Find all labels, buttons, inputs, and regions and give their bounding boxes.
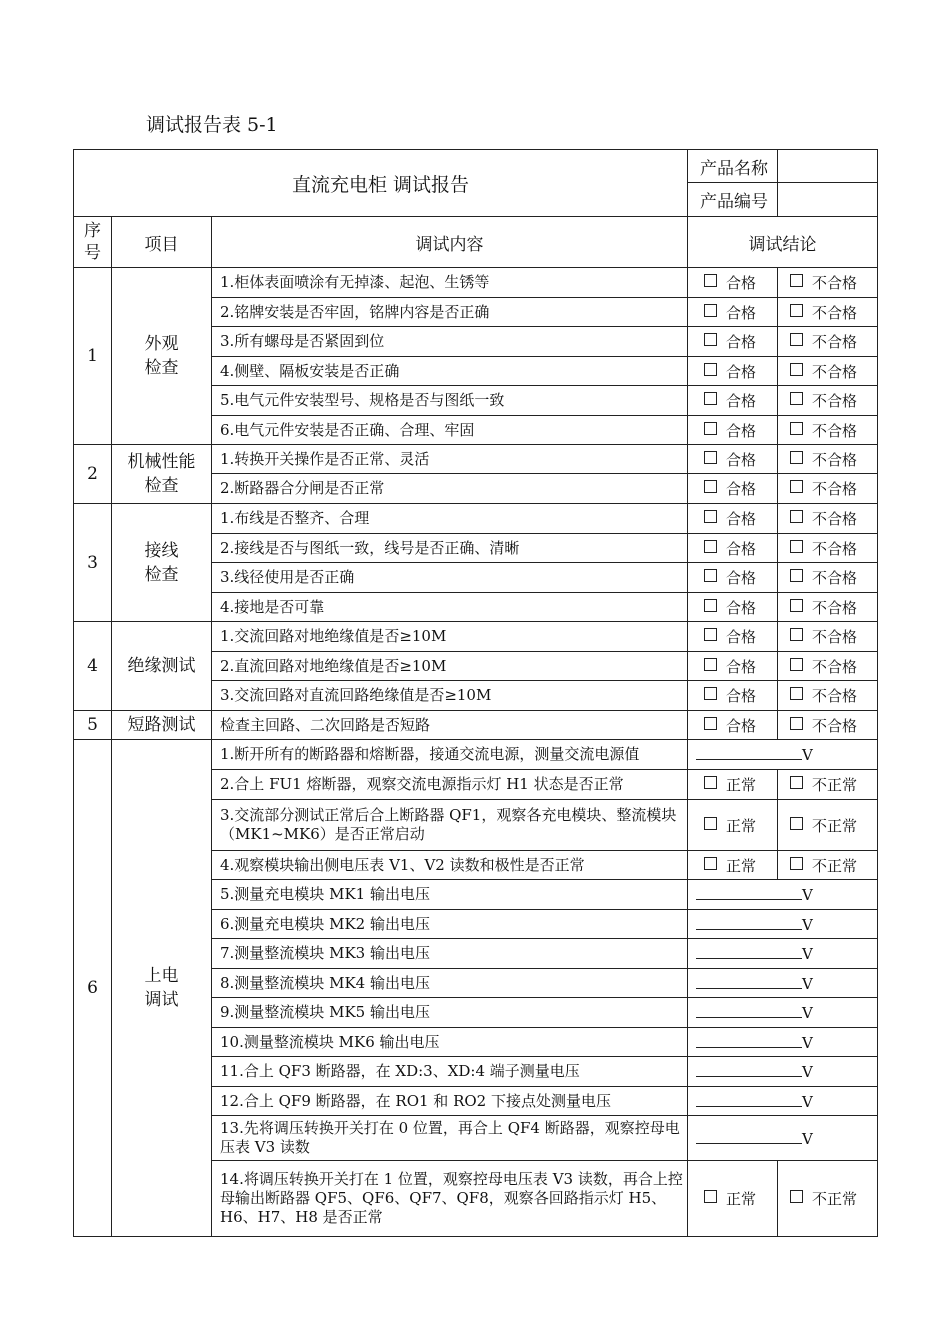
fail-option[interactable] <box>778 563 878 593</box>
pass-checkbox[interactable] <box>704 510 717 523</box>
test-content: 6.测量充电模块 MK2 输出电压 <box>212 910 688 939</box>
test-content: 6.电气元件安装是否正确、合理、牢固 <box>212 416 688 445</box>
voltage-input-line[interactable] <box>696 1033 802 1048</box>
voltage-input-line[interactable] <box>696 915 802 930</box>
pass-label: 合格 <box>726 628 757 646</box>
pass-checkbox[interactable] <box>704 658 717 671</box>
volt-unit: V <box>802 886 813 904</box>
test-content: 3.所有螺母是否紧固到位 <box>212 327 688 357</box>
pass-label: 合格 <box>726 450 757 469</box>
test-content: 4.观察模块输出侧电压表 V1、V2 读数和极性是否正常 <box>212 851 688 880</box>
volt-unit: V <box>802 1004 813 1022</box>
test-content: 2.直流回路对地绝缘值是否≥10M <box>212 652 688 681</box>
section-item: 绝缘测试 <box>112 622 212 711</box>
voltage-reading[interactable] <box>688 740 878 770</box>
fail-option[interactable] <box>778 386 878 416</box>
pass-checkbox[interactable] <box>704 687 717 700</box>
pass-checkbox[interactable] <box>704 333 717 346</box>
pass-checkbox[interactable] <box>704 480 717 493</box>
col-header-result: 调试结论 <box>688 217 878 268</box>
test-content: 8.测量整流模块 MK4 输出电压 <box>212 969 688 998</box>
fail-option[interactable] <box>778 593 878 622</box>
test-content: 1.转换开关操作是否正常、灵活 <box>212 445 688 474</box>
normal-label: 正常 <box>726 776 757 794</box>
test-content: 1.柜体表面喷涂有无掉漆、起泡、生锈等 <box>212 268 688 298</box>
test-content: 3.交流回路对直流回路绝缘值是否≥10M <box>212 681 688 711</box>
fail-option[interactable] <box>778 622 878 652</box>
abnormal-label: 不正常 <box>812 856 858 875</box>
section-item: 短路测试 <box>112 711 212 740</box>
voltage-reading[interactable] <box>688 1028 878 1057</box>
pass-checkbox[interactable] <box>704 717 717 730</box>
test-content: 4.接地是否可靠 <box>212 593 688 622</box>
section-item: 上电 调试 <box>112 740 212 1237</box>
fail-checkbox[interactable] <box>790 451 803 464</box>
product-name-label: 产品名称 <box>688 150 778 183</box>
fail-checkbox[interactable] <box>790 422 803 435</box>
test-content: 11.合上 QF3 断路器，在 XD:3、XD:4 端子测量电压 <box>212 1057 688 1087</box>
col-header-content: 调试内容 <box>212 217 688 268</box>
voltage-reading[interactable] <box>688 939 878 969</box>
volt-unit: V <box>802 915 813 934</box>
test-content: 5.电气元件安装型号、规格是否与图纸一致 <box>212 386 688 416</box>
volt-unit: V <box>802 746 813 764</box>
pass-option[interactable] <box>688 622 778 652</box>
pass-option[interactable] <box>688 298 778 327</box>
fail-label: 不合格 <box>812 569 858 587</box>
normal-checkbox[interactable] <box>704 776 717 789</box>
volt-unit: V <box>802 1033 813 1052</box>
test-content: 1.布线是否整齐、合理 <box>212 504 688 534</box>
fail-label: 不合格 <box>812 628 858 646</box>
fail-checkbox[interactable] <box>790 540 803 553</box>
test-content: 5.测量充电模块 MK1 输出电压 <box>212 880 688 910</box>
section-number: 1 <box>74 268 112 445</box>
normal-checkbox[interactable] <box>704 817 717 830</box>
pass-option[interactable] <box>688 268 778 298</box>
voltage-input-line[interactable] <box>696 944 802 959</box>
test-content: 10.测量整流模块 MK6 输出电压 <box>212 1028 688 1057</box>
pass-label: 合格 <box>726 598 757 617</box>
fail-checkbox[interactable] <box>790 599 803 612</box>
pass-label: 合格 <box>726 274 757 292</box>
abnormal-checkbox[interactable] <box>790 1190 803 1203</box>
test-content: 2.铭牌安装是否牢固，铭牌内容是否正确 <box>212 298 688 327</box>
pass-label: 合格 <box>726 510 757 528</box>
table-row <box>74 504 878 534</box>
fail-option[interactable] <box>778 474 878 504</box>
section-number: 5 <box>74 711 112 740</box>
pass-checkbox[interactable] <box>704 569 717 582</box>
normal-label: 正常 <box>726 1190 757 1208</box>
fail-label: 不合格 <box>812 274 858 292</box>
pass-option[interactable] <box>688 534 778 563</box>
pass-label: 合格 <box>726 687 757 705</box>
product-no-field[interactable] <box>778 183 878 217</box>
fail-label: 不合格 <box>812 598 858 617</box>
pass-label: 合格 <box>726 480 757 498</box>
normal-option[interactable] <box>688 1161 778 1237</box>
test-content: 13.先将调压转换开关打在 0 位置，再合上 QF4 断路器，观察控母电压表 V3 读数 <box>212 1116 688 1161</box>
fail-option[interactable] <box>778 268 878 298</box>
abnormal-checkbox[interactable] <box>790 857 803 870</box>
col-header-item: 项目 <box>112 217 212 268</box>
voltage-reading[interactable] <box>688 880 878 910</box>
normal-label: 正常 <box>726 856 757 875</box>
volt-unit: V <box>802 1063 813 1081</box>
fail-label: 不合格 <box>812 333 858 351</box>
fail-option[interactable] <box>778 357 878 386</box>
pass-checkbox[interactable] <box>704 628 717 641</box>
pass-checkbox[interactable] <box>704 392 717 405</box>
pass-label: 合格 <box>726 303 757 322</box>
fail-checkbox[interactable] <box>790 333 803 346</box>
fail-checkbox[interactable] <box>790 687 803 700</box>
table-row <box>74 268 878 298</box>
fail-label: 不合格 <box>812 303 858 322</box>
fail-checkbox[interactable] <box>790 510 803 523</box>
fail-label: 不合格 <box>812 510 858 528</box>
section-number: 4 <box>74 622 112 711</box>
fail-label: 不合格 <box>812 657 858 676</box>
test-content: 3.线径使用是否正确 <box>212 563 688 593</box>
pass-option[interactable] <box>688 681 778 711</box>
pass-option[interactable] <box>688 504 778 534</box>
fail-label: 不合格 <box>812 716 858 735</box>
pass-checkbox[interactable] <box>704 422 717 435</box>
fail-checkbox[interactable] <box>790 717 803 730</box>
pass-checkbox[interactable] <box>704 451 717 464</box>
fail-option[interactable] <box>778 711 878 740</box>
abnormal-label: 不正常 <box>812 1190 858 1208</box>
table-row <box>74 445 878 474</box>
fail-label: 不合格 <box>812 450 858 469</box>
fail-option[interactable] <box>778 445 878 474</box>
pass-option[interactable] <box>688 327 778 357</box>
test-content: 1.交流回路对地绝缘值是否≥10M <box>212 622 688 652</box>
normal-checkbox[interactable] <box>704 857 717 870</box>
pass-option[interactable] <box>688 563 778 593</box>
test-content: 检查主回路、二次回路是否短路 <box>212 711 688 740</box>
fail-checkbox[interactable] <box>790 569 803 582</box>
test-content: 4.侧壁、隔板安装是否正确 <box>212 357 688 386</box>
pass-checkbox[interactable] <box>704 599 717 612</box>
abnormal-option[interactable] <box>778 1161 878 1237</box>
pass-label: 合格 <box>726 421 757 440</box>
voltage-reading[interactable] <box>688 910 878 939</box>
report-title: 直流充电柜 调试报告 <box>74 150 688 217</box>
fail-checkbox[interactable] <box>790 480 803 493</box>
abnormal-label: 不正常 <box>812 776 858 794</box>
report-body <box>74 268 878 1237</box>
pass-option[interactable] <box>688 386 778 416</box>
volt-unit: V <box>802 945 813 963</box>
section-number: 2 <box>74 445 112 504</box>
normal-label: 正常 <box>726 816 757 835</box>
report-table <box>73 149 878 1237</box>
test-content: 3.交流部分测试正常后合上断路器 QF1，观察各充电模块、整流模块（MK1~MK6）是否正常启动 <box>212 800 688 851</box>
fail-label: 不合格 <box>812 539 858 558</box>
volt-unit: V <box>802 974 813 993</box>
voltage-input-line[interactable] <box>696 1003 802 1018</box>
abnormal-option[interactable] <box>778 800 878 851</box>
voltage-reading[interactable] <box>688 998 878 1028</box>
abnormal-checkbox[interactable] <box>790 817 803 830</box>
fail-option[interactable] <box>778 681 878 711</box>
table-row <box>74 711 878 740</box>
abnormal-option[interactable] <box>778 770 878 800</box>
pass-checkbox[interactable] <box>704 363 717 376</box>
pass-label: 合格 <box>726 333 757 351</box>
volt-unit: V <box>802 1129 813 1148</box>
voltage-input-line[interactable] <box>696 1129 802 1144</box>
test-content: 7.测量整流模块 MK3 输出电压 <box>212 939 688 969</box>
normal-option[interactable] <box>688 851 778 880</box>
pass-label: 合格 <box>726 569 757 587</box>
pass-option[interactable] <box>688 593 778 622</box>
voltage-input-line[interactable] <box>696 1092 802 1107</box>
pass-checkbox[interactable] <box>704 274 717 287</box>
fail-option[interactable] <box>778 327 878 357</box>
section-item: 接线 检查 <box>112 504 212 622</box>
voltage-reading[interactable] <box>688 1116 878 1161</box>
section-item: 机械性能 检查 <box>112 445 212 504</box>
product-no-label: 产品编号 <box>688 183 778 217</box>
pass-option[interactable] <box>688 445 778 474</box>
product-name-field[interactable] <box>778 150 878 183</box>
fail-checkbox[interactable] <box>790 363 803 376</box>
voltage-input-line[interactable] <box>696 1062 802 1077</box>
voltage-reading[interactable] <box>688 1087 878 1116</box>
fail-option[interactable] <box>778 416 878 445</box>
normal-checkbox[interactable] <box>704 1190 717 1203</box>
abnormal-option[interactable] <box>778 851 878 880</box>
fail-option[interactable] <box>778 298 878 327</box>
fail-label: 不合格 <box>812 687 858 705</box>
abnormal-checkbox[interactable] <box>790 776 803 789</box>
voltage-input-line[interactable] <box>696 885 802 900</box>
fail-checkbox[interactable] <box>790 628 803 641</box>
normal-option[interactable] <box>688 770 778 800</box>
fail-checkbox[interactable] <box>790 304 803 317</box>
pass-option[interactable] <box>688 474 778 504</box>
voltage-reading[interactable] <box>688 1057 878 1087</box>
fail-label: 不合格 <box>812 480 858 498</box>
pass-label: 合格 <box>726 392 757 410</box>
voltage-reading[interactable] <box>688 969 878 998</box>
fail-label: 不合格 <box>812 362 858 381</box>
fail-checkbox[interactable] <box>790 392 803 405</box>
test-content: 9.测量整流模块 MK5 输出电压 <box>212 998 688 1028</box>
test-content: 2.接线是否与图纸一致，线号是否正确、清晰 <box>212 534 688 563</box>
voltage-input-line[interactable] <box>696 974 802 989</box>
fail-option[interactable] <box>778 504 878 534</box>
fail-checkbox[interactable] <box>790 658 803 671</box>
pass-label: 合格 <box>726 362 757 381</box>
abnormal-label: 不正常 <box>812 816 858 835</box>
pass-option[interactable] <box>688 357 778 386</box>
fail-checkbox[interactable] <box>790 274 803 287</box>
test-content: 14.将调压转换开关打在 1 位置，观察控母电压表 V3 读数，再合上控母输出断路器 QF5、QF6、QF7、QF8，观察各回路指示灯 H5、H6、H7、H8 是否正常 <box>212 1161 688 1237</box>
page-caption: 调试报告表 5-1 <box>146 114 278 136</box>
table-row <box>74 740 878 770</box>
pass-option[interactable] <box>688 711 778 740</box>
pass-label: 合格 <box>726 716 757 735</box>
voltage-input-line[interactable] <box>696 745 802 760</box>
normal-option[interactable] <box>688 800 778 851</box>
section-item: 外观 检查 <box>112 268 212 445</box>
table-row <box>74 622 878 652</box>
pass-label: 合格 <box>726 657 757 676</box>
test-content: 2.断路器合分闸是否正常 <box>212 474 688 504</box>
section-number: 6 <box>74 740 112 1237</box>
pass-option[interactable] <box>688 652 778 681</box>
fail-option[interactable] <box>778 652 878 681</box>
fail-option[interactable] <box>778 534 878 563</box>
test-content: 1.断开所有的断路器和熔断器，接通交流电源，测量交流电源值 <box>212 740 688 770</box>
pass-checkbox[interactable] <box>704 304 717 317</box>
col-header-seq: 序 号 <box>74 217 112 268</box>
fail-label: 不合格 <box>812 392 858 410</box>
test-content: 12.合上 QF9 断路器，在 RO1 和 RO2 下接点处测量电压 <box>212 1087 688 1116</box>
volt-unit: V <box>802 1092 813 1111</box>
pass-label: 合格 <box>726 539 757 558</box>
section-number: 3 <box>74 504 112 622</box>
pass-option[interactable] <box>688 416 778 445</box>
test-content: 2.合上 FU1 熔断器，观察交流电源指示灯 H1 状态是否正常 <box>212 770 688 800</box>
fail-label: 不合格 <box>812 421 858 440</box>
pass-checkbox[interactable] <box>704 540 717 553</box>
